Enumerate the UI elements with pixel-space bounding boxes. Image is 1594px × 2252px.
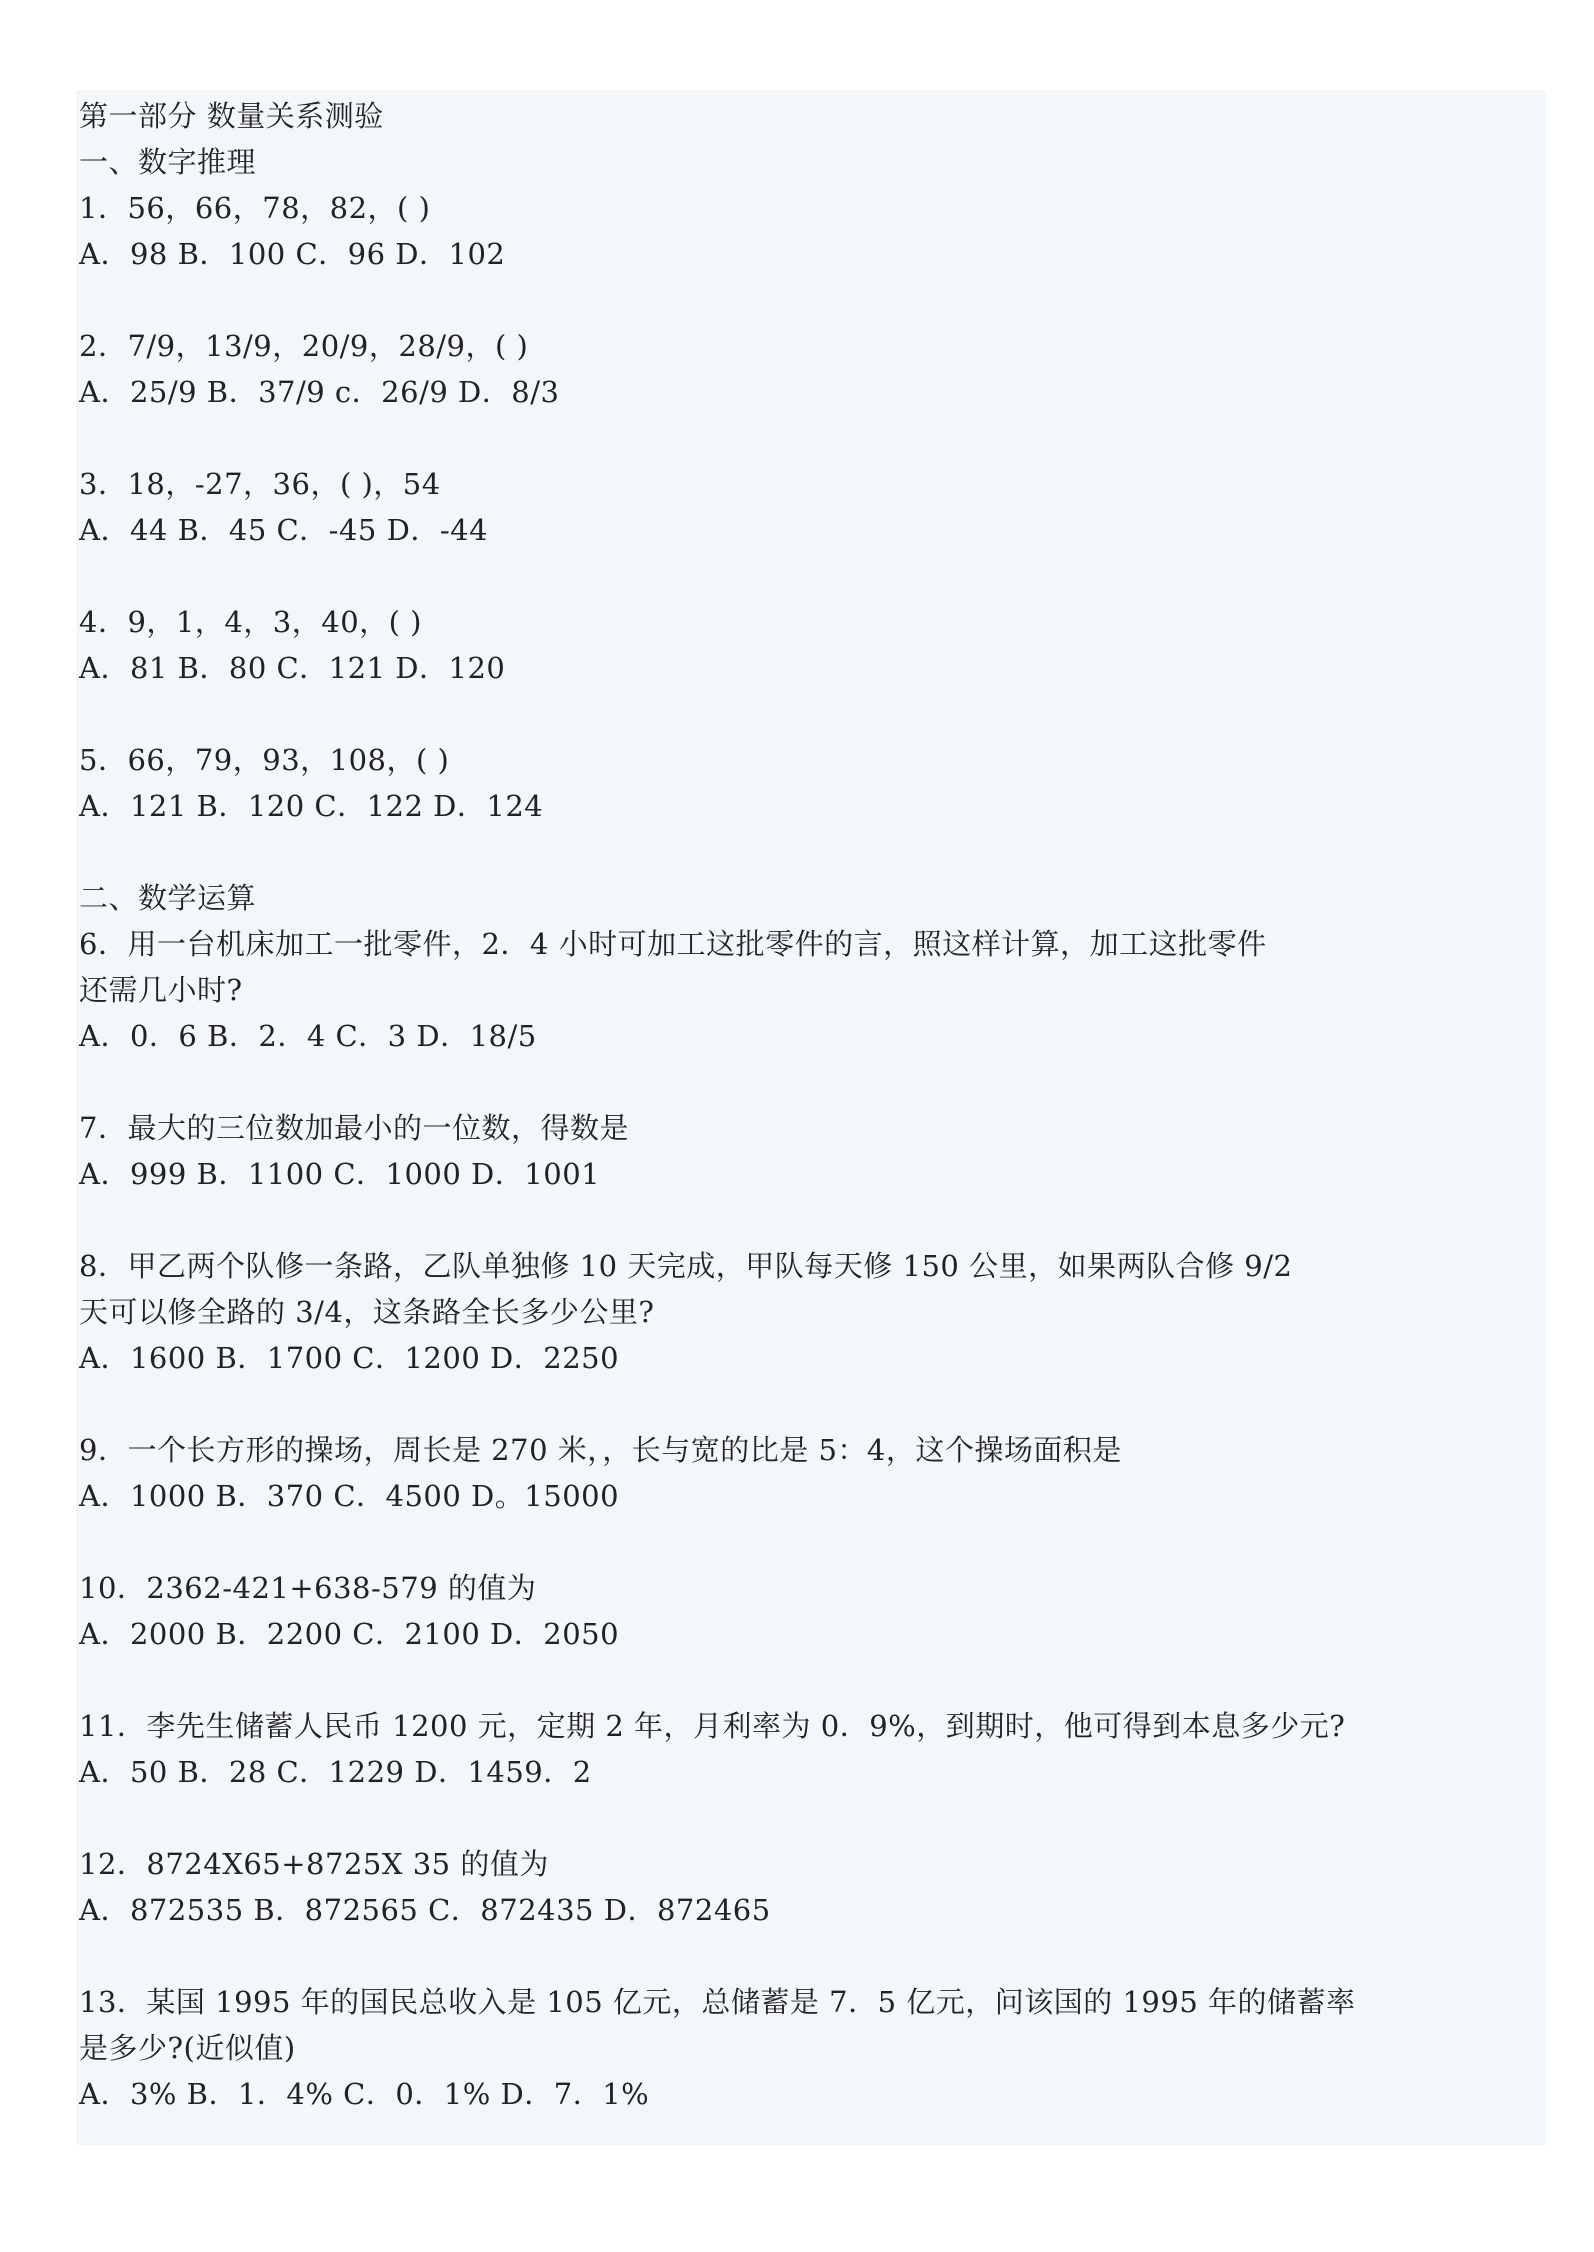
- question-options: A．1600 B．1700 C．1200 D．2250: [79, 1341, 620, 1375]
- question-stem: 8．甲乙两个队修一条路，乙队单独修 10 天完成，甲队每天修 150 公里，如果两队合修 9/2: [79, 1249, 1293, 1283]
- question-stem-continued: 天可以修全路的 3/4，这条路全长多少公里?: [79, 1295, 655, 1329]
- question-stem: 9．一个长方形的操场，周长是 270 米，，长与宽的比是 5：4，这个操场面积是: [79, 1433, 1122, 1467]
- question-stem: 6．用一台机床加工一批零件，2．4 小时可加工这批零件的言，照这样计算，加工这批零件: [79, 927, 1267, 961]
- document-content: [79, 93, 1519, 2117]
- question-options: A．25/9 B．37/9 c．26/9 D．8/3: [79, 375, 560, 409]
- part-title: 第一部分 数量关系测验: [79, 99, 384, 133]
- question-stem: 4．9，1，4，3，40，( ): [79, 605, 423, 639]
- question-options: A．121 B．120 C．122 D．124: [79, 789, 544, 823]
- question-options: A．98 B．100 C．96 D．102: [79, 237, 506, 271]
- question-stem: 3．18，-27，36，( )，54: [79, 467, 441, 501]
- question-options: A．1000 B．370 C．4500 D。15000: [79, 1479, 620, 1513]
- question-stem-continued: 是多少?(近似值): [79, 2031, 296, 2065]
- question-options: A．0．6 B．2．4 C．3 D．18/5: [79, 1019, 537, 1053]
- question-options: A．999 B．1100 C．1000 D．1001: [79, 1157, 601, 1191]
- question-stem: 1．56，66，78，82，( ): [79, 191, 431, 225]
- question-options: A．81 B．80 C．121 D．120: [79, 651, 506, 685]
- question-stem: 11．李先生储蓄人民币 1200 元，定期 2 年，月利率为 0．9%，到期时，他可得到本息多少元?: [79, 1709, 1346, 1743]
- question-options: A．44 B．45 C．-45 D．-44: [79, 513, 489, 547]
- question-options: A．50 B．28 C．1229 D．1459．2: [79, 1755, 592, 1789]
- question-stem: 10．2362-421+638-579 的值为: [79, 1571, 537, 1605]
- question-options: A．3% B．1．4% C．0．1% D．7．1%: [79, 2077, 650, 2111]
- section-title-number-reasoning: 一、数字推理: [79, 145, 257, 179]
- question-options: A．2000 B．2200 C．2100 D．2050: [79, 1617, 620, 1651]
- question-stem: 12．8724X65+8725X 35 的值为: [79, 1847, 549, 1881]
- question-stem: 7．最大的三位数加最小的一位数，得数是: [79, 1111, 629, 1145]
- question-stem: 5．66，79，93，108，( ): [79, 743, 450, 777]
- section-title-math-operations: 二、数学运算: [79, 881, 257, 915]
- question-stem: 2．7/9，13/9，20/9，28/9，( ): [79, 329, 529, 363]
- question-options: A．872535 B．872565 C．872435 D．872465: [79, 1893, 771, 1927]
- question-stem: 13．某国 1995 年的国民总收入是 105 亿元，总储蓄是 7．5 亿元，问该国的 1995 年的储蓄率: [79, 1985, 1356, 2019]
- question-stem-continued: 还需几小时?: [79, 973, 243, 1007]
